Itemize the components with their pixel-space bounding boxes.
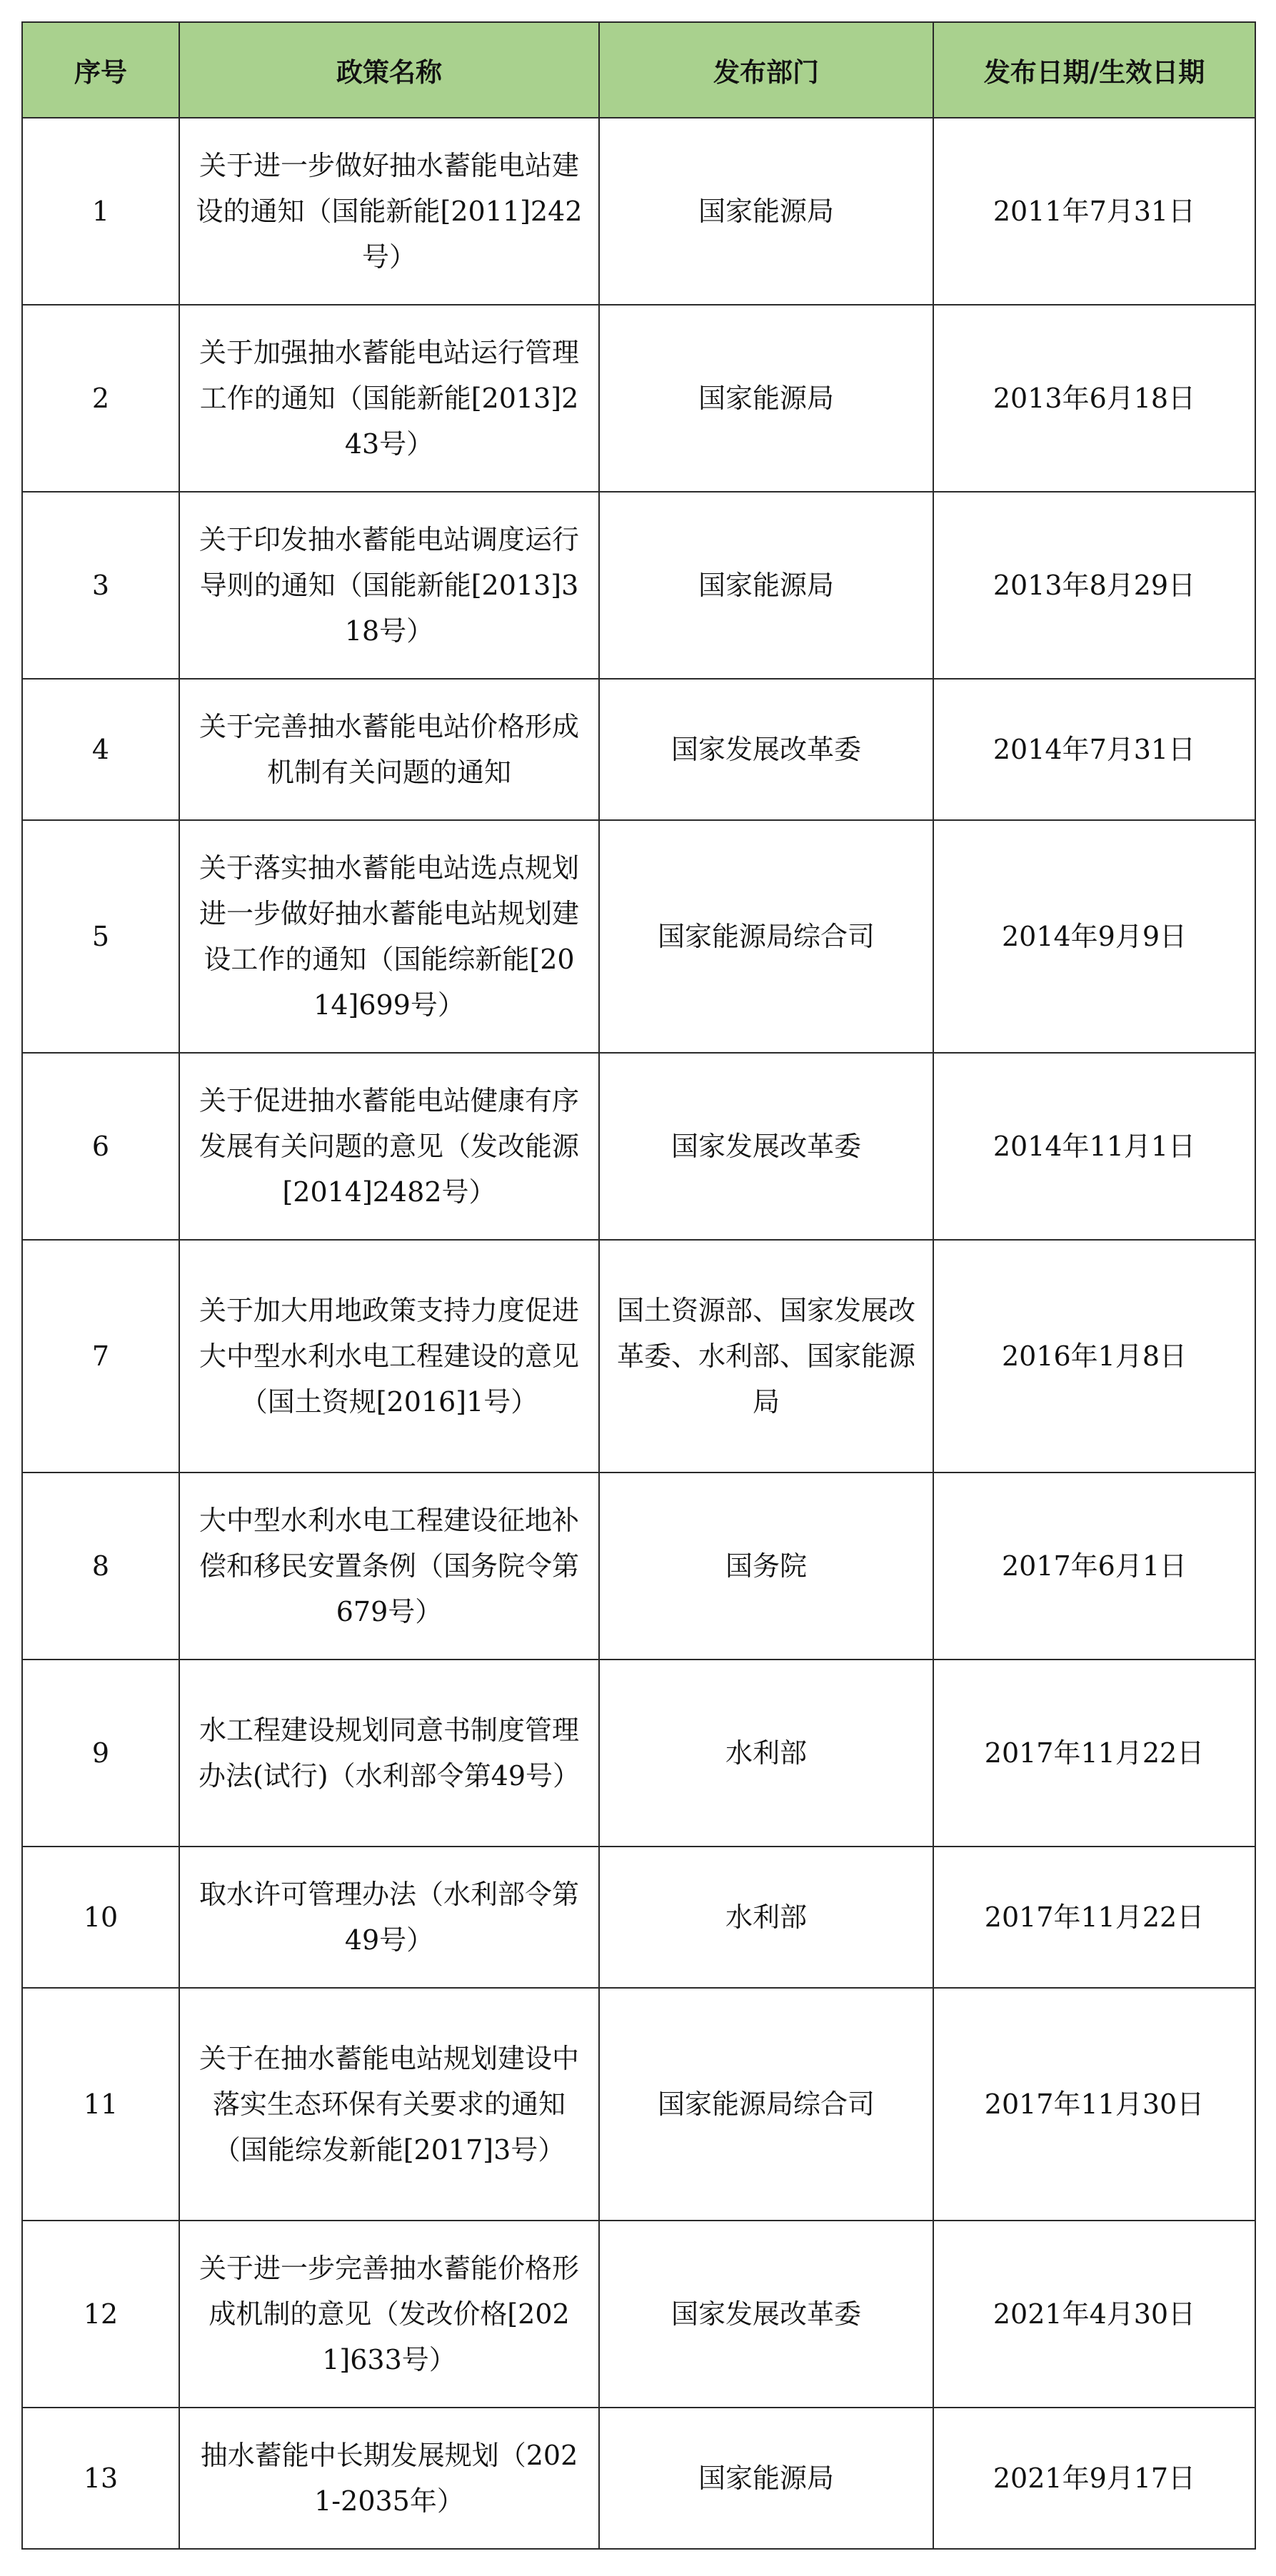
cell-department: 国家能源局综合司	[599, 820, 933, 1053]
cell-seq: 10	[22, 1847, 179, 1988]
cell-policy-name: 关于落实抽水蓄能电站选点规划进一步做好抽水蓄能电站规划建设工作的通知（国能综新能[2014]699号）	[179, 820, 599, 1053]
table-row	[22, 118, 1255, 305]
cell-seq: 6	[22, 1053, 179, 1240]
cell-seq: 5	[22, 820, 179, 1053]
cell-department: 国家能源局	[599, 118, 933, 305]
cell-policy-name: 取水许可管理办法（水利部令第49号）	[179, 1847, 599, 1988]
cell-policy-name: 关于促进抽水蓄能电站健康有序发展有关问题的意见（发改能源[2014]2482号）	[179, 1053, 599, 1240]
cell-date: 2021年9月17日	[933, 2408, 1255, 2549]
cell-seq: 9	[22, 1660, 179, 1847]
cell-policy-name: 关于进一步完善抽水蓄能价格形成机制的意见（发改价格[2021]633号）	[179, 2221, 599, 2408]
cell-seq: 13	[22, 2408, 179, 2549]
cell-policy-name: 关于加强抽水蓄能电站运行管理工作的通知（国能新能[2013]243号）	[179, 305, 599, 492]
cell-department: 水利部	[599, 1660, 933, 1847]
cell-date: 2014年11月1日	[933, 1053, 1255, 1240]
table-row	[22, 492, 1255, 679]
cell-department: 国务院	[599, 1473, 933, 1660]
table-row	[22, 2221, 1255, 2408]
cell-seq: 4	[22, 679, 179, 820]
header-department: 发布部门	[599, 22, 933, 118]
cell-department: 水利部	[599, 1847, 933, 1988]
cell-department: 国家发展改革委	[599, 679, 933, 820]
cell-date: 2013年6月18日	[933, 305, 1255, 492]
cell-policy-name: 关于印发抽水蓄能电站调度运行导则的通知（国能新能[2013]318号）	[179, 492, 599, 679]
table-row	[22, 1240, 1255, 1473]
cell-policy-name: 大中型水利水电工程建设征地补偿和移民安置条例（国务院令第679号）	[179, 1473, 599, 1660]
cell-date: 2014年7月31日	[933, 679, 1255, 820]
header-seq: 序号	[22, 22, 179, 118]
table-header-row	[22, 22, 1255, 118]
table-row	[22, 679, 1255, 820]
cell-seq: 1	[22, 118, 179, 305]
cell-department: 国土资源部、国家发展改革委、水利部、国家能源局	[599, 1240, 933, 1473]
cell-date: 2017年11月22日	[933, 1847, 1255, 1988]
cell-seq: 11	[22, 1988, 179, 2221]
header-date: 发布日期/生效日期	[933, 22, 1255, 118]
cell-date: 2017年11月22日	[933, 1660, 1255, 1847]
cell-seq: 2	[22, 305, 179, 492]
table-row	[22, 1988, 1255, 2221]
table-row	[22, 1660, 1255, 1847]
policy-table	[21, 21, 1256, 2550]
cell-department: 国家能源局	[599, 305, 933, 492]
cell-seq: 7	[22, 1240, 179, 1473]
cell-date: 2011年7月31日	[933, 118, 1255, 305]
cell-policy-name: 关于完善抽水蓄能电站价格形成机制有关问题的通知	[179, 679, 599, 820]
header-policy-name: 政策名称	[179, 22, 599, 118]
table-row	[22, 305, 1255, 492]
cell-department: 国家能源局综合司	[599, 1988, 933, 2221]
cell-department: 国家发展改革委	[599, 1053, 933, 1240]
cell-policy-name: 关于进一步做好抽水蓄能电站建设的通知（国能新能[2011]242号）	[179, 118, 599, 305]
cell-date: 2013年8月29日	[933, 492, 1255, 679]
cell-date: 2017年11月30日	[933, 1988, 1255, 2221]
table-row	[22, 2408, 1255, 2549]
cell-date: 2014年9月9日	[933, 820, 1255, 1053]
table-row	[22, 1473, 1255, 1660]
table-row	[22, 1053, 1255, 1240]
cell-department: 国家能源局	[599, 2408, 933, 2549]
cell-seq: 8	[22, 1473, 179, 1660]
cell-seq: 12	[22, 2221, 179, 2408]
table-row	[22, 820, 1255, 1053]
cell-date: 2017年6月1日	[933, 1473, 1255, 1660]
table-row	[22, 1847, 1255, 1988]
cell-policy-name: 抽水蓄能中长期发展规划（2021-2035年）	[179, 2408, 599, 2549]
cell-department: 国家能源局	[599, 492, 933, 679]
cell-department: 国家发展改革委	[599, 2221, 933, 2408]
cell-date: 2021年4月30日	[933, 2221, 1255, 2408]
cell-policy-name: 关于在抽水蓄能电站规划建设中落实生态环保有关要求的通知（国能综发新能[2017]3号）	[179, 1988, 599, 2221]
cell-policy-name: 关于加大用地政策支持力度促进大中型水利水电工程建设的意见（国土资规[2016]1号）	[179, 1240, 599, 1473]
cell-date: 2016年1月8日	[933, 1240, 1255, 1473]
cell-policy-name: 水工程建设规划同意书制度管理办法(试行)（水利部令第49号）	[179, 1660, 599, 1847]
cell-seq: 3	[22, 492, 179, 679]
